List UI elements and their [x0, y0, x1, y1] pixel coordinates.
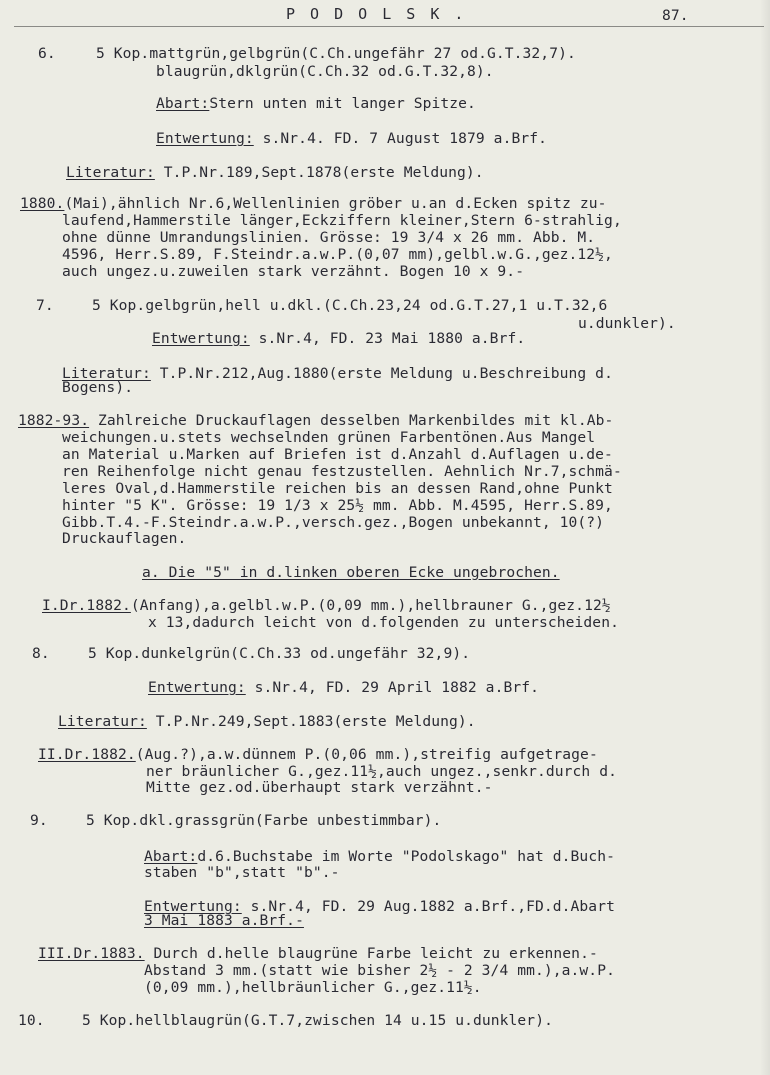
- issue-year: 1882-93.: [18, 412, 90, 429]
- literatur-text: Literatur: T.P.Nr.212,Aug.1880(erste Meldung u.Beschreibung d.: [62, 365, 613, 382]
- abart-label: Abart:: [156, 95, 210, 112]
- page-header-title: P O D O L S K .: [286, 5, 467, 23]
- entry-number: 7.: [36, 297, 54, 314]
- issue-paragraph-line: auch ungez.u.zuweilen stark verzähnt. Bogen 10 x 9.-: [62, 263, 525, 280]
- issue-paragraph: 1882-93. Zahlreiche Druckauflagen desselben Markenbildes mit kl.Ab-: [18, 412, 614, 429]
- issue-paragraph-line: Druckauflagen.: [62, 530, 187, 547]
- stamp-description: 5 Kop.gelbgrün,hell u.dkl.(C.Ch.23,24 od.G.T.27,1 u.T.32,6: [92, 297, 608, 314]
- entwertung-text: Entwertung: s.Nr.4, FD. 29 April 1882 a.Brf.: [148, 679, 539, 696]
- literatur-text: Literatur: T.P.Nr.249,Sept.1883(erste Meldung).: [58, 713, 476, 730]
- stamp-description: 5 Kop.dkl.grassgrün(Farbe unbestimmbar).: [86, 812, 442, 829]
- entry-number: 8.: [32, 645, 50, 662]
- abart-text: Abart:d.6.Buchstabe im Worte "Podolskago" hat d.Buch-: [144, 848, 615, 865]
- entwertung-text: Entwertung: s.Nr.4, FD. 29 Aug.1882 a.Brf.,FD.d.Abart: [144, 898, 615, 915]
- issue-paragraph-line: ohne dünne Umrandungslinien. Grösse: 19 3/4 x 26 mm. Abb. M.: [62, 229, 596, 246]
- print-run-label: III.Dr.1883.: [38, 945, 145, 962]
- entry-number: 6.: [38, 45, 56, 62]
- issue-paragraph-line: an Material u.Marken auf Briefen ist d.Anzahl d.Auflagen u.de-: [62, 446, 613, 463]
- section-heading: a. Die "5" in d.linken oberen Ecke ungebrochen.: [142, 564, 560, 581]
- print-run-line: (0,09 mm.),hellbräunlicher G.,gez.11½.: [144, 979, 482, 996]
- print-run-line: x 13,dadurch leicht von d.folgenden zu unterscheiden.: [148, 614, 619, 631]
- print-run: II.Dr.1882.(Aug.?),a.w.dünnem P.(0,06 mm.),streifig aufgetrage-: [38, 746, 598, 763]
- issue-paragraph-line: 4596, Herr.S.89, F.Steindr.a.w.P.(0,07 mm),gelbl.w.G.,gez.12½,: [62, 246, 613, 263]
- literatur-text: Literatur: T.P.Nr.189,Sept.1878(erste Meldung).: [66, 164, 484, 181]
- literatur-label: Literatur:: [58, 713, 147, 730]
- issue-paragraph-line: hinter "5 K". Grösse: 19 1/3 x 25½ mm. Abb. M.4595, Herr.S.89,: [62, 497, 613, 514]
- issue-paragraph-line: weichungen.u.stets wechselnden grünen Farbentönen.Aus Mangel: [62, 429, 596, 446]
- print-run: I.Dr.1882.(Anfang),a.gelbl.w.P.(0,09 mm.),hellbrauner G.,gez.12½: [42, 597, 611, 614]
- header-rule: [14, 26, 764, 27]
- literatur-label: Literatur:: [66, 164, 155, 181]
- page-number: 87.: [662, 7, 689, 24]
- page-edge-shadow: [760, 0, 770, 1075]
- entwertung-label: Entwertung:: [148, 679, 246, 696]
- abart-label: Abart:: [144, 848, 198, 865]
- issue-paragraph-line: leres Oval,d.Hammerstile reichen bis an dessen Rand,ohne Punkt: [62, 480, 613, 497]
- entry-number: 10.: [18, 1012, 45, 1029]
- entwertung-label: Entwertung:: [156, 130, 254, 147]
- entwertung-label: Entwertung:: [144, 898, 242, 915]
- entry-number: 9.: [30, 812, 48, 829]
- entwertung-text: Entwertung: s.Nr.4. FD. 7 August 1879 a.Brf.: [156, 130, 547, 147]
- entwertung-label: Entwertung:: [152, 330, 250, 347]
- literatur-label: Literatur:: [62, 365, 151, 382]
- stamp-description: 5 Kop.mattgrün,gelbgrün(C.Ch.ungefähr 27 od.G.T.32,7).: [96, 45, 576, 62]
- entwertung-text-cont: 3 Mai 1883 a.Brf.-: [144, 912, 304, 929]
- issue-paragraph-line: ren Reihenfolge nicht genau festzustellen. Aehnlich Nr.7,schmä-: [62, 463, 622, 480]
- print-run-line: Abstand 3 mm.(statt wie bisher 2½ - 2 3/4 mm.),a.w.P.: [144, 962, 615, 979]
- issue-paragraph-line: laufend,Hammerstile länger,Eckziffern kleiner,Stern 6-strahlig,: [62, 212, 622, 229]
- stamp-description: 5 Kop.dunkelgrün(C.Ch.33 od.ungefähr 32,9).: [88, 645, 471, 662]
- print-run-label: I.Dr.1882.: [42, 597, 131, 614]
- literatur-text-cont: Bogens).: [62, 379, 134, 396]
- issue-paragraph: 1880.(Mai),ähnlich Nr.6,Wellenlinien gröber u.an d.Ecken spitz zu-: [20, 195, 607, 212]
- print-run: III.Dr.1883. Durch d.helle blaugrüne Farbe leicht zu erkennen.-: [38, 945, 598, 962]
- print-run-line: Mitte gez.od.überhaupt stark verzähnt.-: [146, 779, 493, 796]
- issue-paragraph-line: Gibb.T.4.-F.Steindr.a.w.P.,versch.gez.,Bogen unbekannt, 10(?): [62, 514, 605, 531]
- stamp-description: blaugrün,dklgrün(C.Ch.32 od.G.T.32,8).: [156, 63, 494, 80]
- abart-text: Abart:Stern unten mit langer Spitze.: [156, 95, 476, 112]
- issue-year: 1880.: [20, 195, 65, 212]
- print-run-line: ner bräunlicher G.,gez.11½,auch ungez.,senkr.durch d.: [146, 763, 617, 780]
- entwertung-text: Entwertung: s.Nr.4, FD. 23 Mai 1880 a.Brf.: [152, 330, 526, 347]
- abart-text-cont: staben "b",statt "b".-: [144, 864, 340, 881]
- print-run-label: II.Dr.1882.: [38, 746, 136, 763]
- stamp-description: u.dunkler).: [578, 315, 676, 332]
- stamp-description: 5 Kop.hellblaugrün(G.T.7,zwischen 14 u.15 u.dunkler).: [82, 1012, 553, 1029]
